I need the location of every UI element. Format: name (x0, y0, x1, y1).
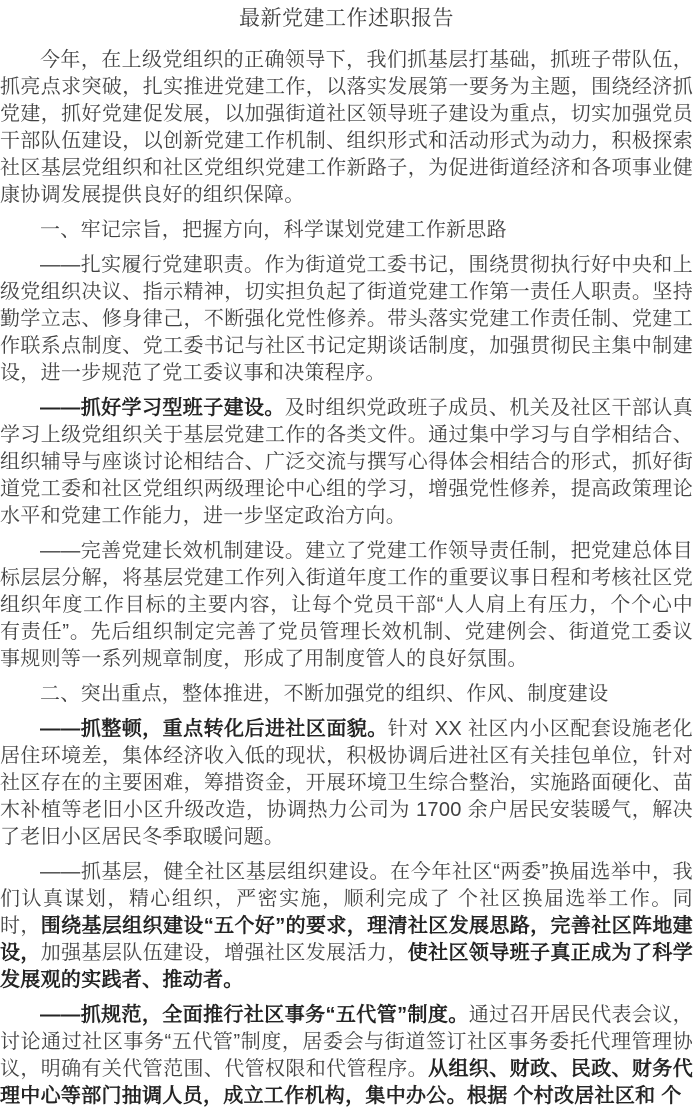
text-run: 及时组织党政班子成员、机关及社区干部认真学习上级党组织关于基层党建工作的各类文件。通过集中学习与自学相结合、组织辅导与座谈讨论相结合、广泛交流与撰写心得体会相结合的形式，抓好街道党工委和社区党组织两级理论中心组的学习，增强党性修养，提高政策理论水平和党建工作能力，进一步坚定政治方向。 (0, 397, 693, 527)
text-run: 通过召开居民代表会议，讨论通过社区事务“五代管”制度，居委会与街道签订社区事务委托代理管理协议，明确有关代管范围、代管权限和代管程序。 (0, 1004, 693, 1080)
paragraph (0, 716, 693, 851)
paragraph (0, 395, 693, 530)
section-heading (0, 681, 693, 708)
paragraph (0, 538, 693, 673)
document-content (0, 47, 693, 1110)
text-run: ——扎实履行党建职责。作为街道党工委书记，围绕贯彻执行好中央和上级党组织决议、指示精神，切实担负起了街道党建工作第一责任人职责。坚持勤学立志、修身律己，不断强化党性修养。带头落实党建工作责任制、党建工作联系点制度、党工委书记与社区书记定期谈话制度，加强贯彻民主集中制建设，进一步规范了党工委议事和决策程序。 (0, 254, 693, 384)
paragraph (0, 1002, 693, 1110)
bold-text-run: ——抓整顿，重点转化后进社区面貌。 (40, 718, 388, 740)
text-run: 加强基层队伍建设，增强社区发展活力， (40, 942, 408, 964)
text-run: ——完善党建长效机制建设。建立了党建工作领导责任制，把党建总体目标层层分解，将基层党建工作列入街道年度工作的重要议事日程和考核社区党组织年度工作目标的主要内容，让每个党员干部“人人肩上有压力，个个心中有责任”。先后组织制定完善了党员管理长效机制、党建例会、街道党工委议事规则等一系列规章制度，形成了用制度管人的良好氛围。 (0, 540, 693, 670)
text-run: ——抓基层，健全社区基层组织建设。在今年社区“两委”换届选举中，我们认真谋划，精心组织，严密实施，顺利完成了 个社区换届选举工作。同时， (0, 861, 693, 937)
text-run: 一、牢记宗旨，把握方向，科学谋划党建工作新思路 (40, 219, 507, 241)
text-run: 今年，在上级党组织的正确领导下，我们抓基层打基础，抓班子带队伍，抓亮点求突破，扎实推进党建工作，以落实发展第一要务为主题，围绕经济抓党建，抓好党建促发展，以加强街道社区领导班子建设为重点，切实加强党员干部队伍建设，以创新党建工作机制、组织形式和活动形式为动力，积极探索社区基层党组织和社区党组织党建工作新路子，为促进街道经济和各项事业健康协调发展提供良好的组织保障。 (0, 49, 693, 206)
text-run: 针对 XX 社区内小区配套设施老化居住环境差，集体经济收入低的现状，积极协调后进社区有关挂包单位，针对社区存在的主要困难，筹措资金，开展环境卫生综合整治，实施路面硬化、苗木补植等老旧小区升级改造，协调热力公司为 1700 余户居民安装暖气，解决了老旧小区居民冬季取暖问题。 (0, 718, 693, 848)
bold-text-run: 使社区领导班子真正成为了科学发展观的实践者、推动者。 (0, 942, 693, 991)
document-page (0, 6, 693, 1110)
bold-text-run: 从组织、财政、民政、财务代理中心等部门抽调人员，成立工作机构，集中办公。根据 个村改居社区和 个 (0, 1058, 693, 1107)
section-heading (0, 217, 693, 244)
bold-text-run: ——抓规范，全面推行社区事务“五代管”制度。 (40, 1004, 469, 1026)
paragraph (0, 859, 693, 994)
document-title: 最新党建工作述职报告 (239, 7, 454, 30)
text-run: 二、突出重点，整体推进，不断加强党的组织、作风、制度建设 (40, 683, 609, 705)
paragraph (0, 47, 693, 209)
bold-text-run: ——抓好学习型班子建设。 (40, 397, 285, 419)
paragraph (0, 252, 693, 387)
bold-text-run: 围绕基层组织建设“五个好”的要求，理清社区发展思路，完善社区阵地建设， (0, 915, 693, 964)
